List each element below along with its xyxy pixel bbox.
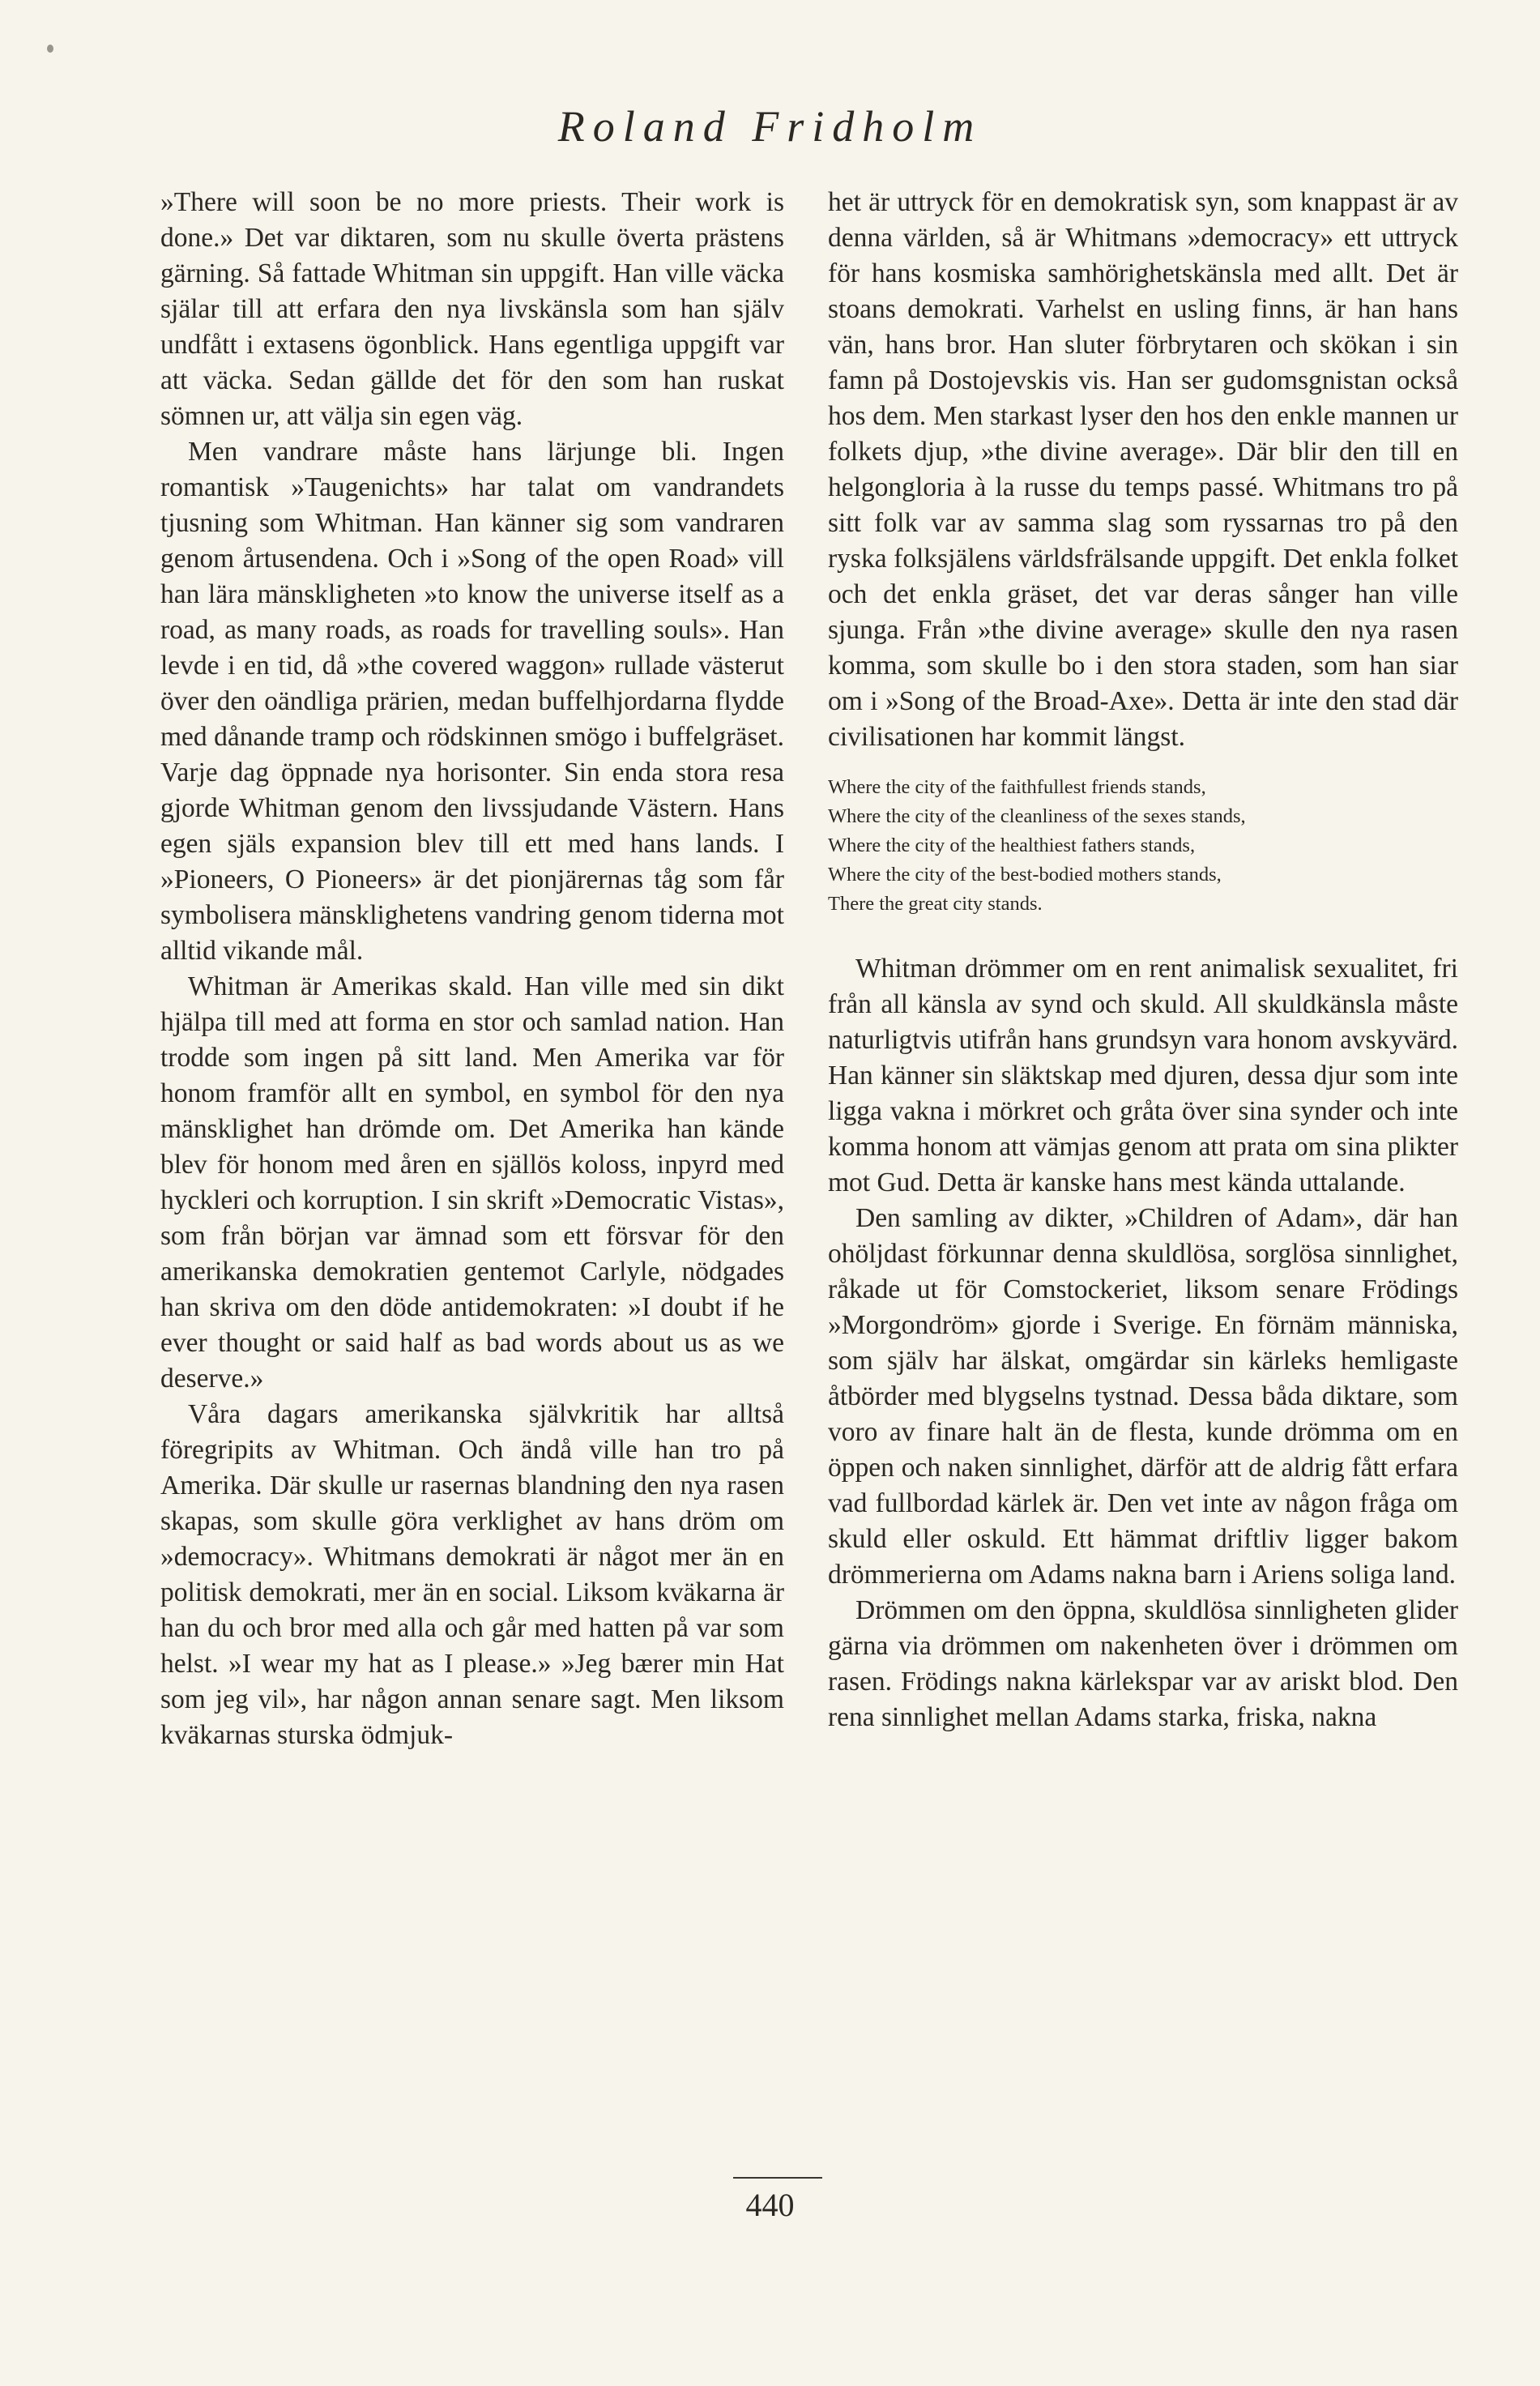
- left-column: [160, 185, 784, 1753]
- poem-line: Where the city of the faithfullest friends stands,: [828, 776, 1206, 798]
- right-column: [828, 185, 1458, 1735]
- paragraph: Våra dagars amerikanska självkritik har alltså föregripits av Whitman. Och ändå ville han tro på Amerika. Där skulle ur rasernas blandning den nya rasen skapas, som skulle göra verklighet av hans dröm om »democracy». Whitmans demokrati är något mer än en politisk demokrati, mer än en social. Liksom kväkarna är han du och bror med alla och går med hatten på var som helst. »I wear my hat as I please.» »Jeg bærer min Hat som jeg vil», har någon annan senare sagt. Men liksom kväkarnas sturska ödmjuk-: [160, 1399, 784, 1750]
- paragraph: Men vandrare måste hans lärjunge bli. Ingen romantisk »Taugenichts» har talat om vandrandets tjusning som Whitman. Han känner sig som vandraren genom årtusendena. Och i »Song of the open Road» vill han lära mänskligheten »to know the universe itself as a road, as many roads, as roads for travelling souls». Han levde i en tid, då »the covered waggon» rullade västerut över den oändliga prärien, medan buffelhjordarna flydde med dånande tramp och rödskinnen smögo i buffelgräset. Varje dag öppnade nya horisonter. Sin enda stora resa gjorde Whitman genom den livssjudande Västern. Hans egen själs expansion blev till ett med hans lands. I »Pioneers, O Pioneers» är det pionjärernas tåg som får symbolisera mänsklighetens vandring genom tiderna mot alltid vikande mål.: [160, 437, 784, 966]
- paragraph: »There will soon be no more priests. Their work is done.» Det var diktaren, som nu skulle överta prästens gärning. Så fattade Whitman sin uppgift. Han ville väcka själar till att erfara den nya livskänsla som han själv undfått i extasens ögonblick. Hans egentliga uppgift var att väcka. Sedan gällde det för den som han ruskat sömnen ur, att välja sin egen väg.: [160, 187, 784, 431]
- paragraph: Whitman är Amerikas skald. Han ville med sin dikt hjälpa till med att forma en stor och samlad nation. Han trodde som ingen på sitt land. Men Amerika var för honom framför allt en symbol, en symbol för den nya mänsklighet han drömde om. Det Amerika han kände blev för honom med åren en själlös koloss, inpyrd med hyckleri och korruption. I sin skrift »Democratic Vistas», som från början var ämnad som ett försvar för den amerikanska demokratien gentemot Carlyle, nödgades han skriva om den döde antidemokraten: »I doubt if he ever thought or said half as bad words about us as we deserve.»: [160, 971, 784, 1394]
- page-number-rule: [733, 2177, 822, 2179]
- paper-speck: [47, 45, 53, 53]
- poem-line: Where the city of the healthiest fathers stands,: [828, 834, 1196, 856]
- poem-line: Where the city of the best-bodied mothers stands,: [828, 864, 1222, 886]
- poem-line: Where the city of the cleanliness of the sexes stands,: [828, 805, 1246, 827]
- paragraph: het är uttryck för en demokratisk syn, som knappast är av denna världen, så är Whitmans »democracy» ett uttryck för hans kosmiska samhörighetskänsla med allt. Det är stoans demokrati. Varhelst en usling finns, är han hans vän, hans bror. Han sluter förbrytaren och skökan i sin famn på Dostojevskis vis. Han ser gudomsgnistan också hos dem. Men starkast lyser den hos den enkle mannen ur folkets djup, »the divine average». Där blir den till en helgongloria à la russe du temps passé. Whitmans tro på sitt folk var av samma slag som ryssarnas tro på den ryska folksjälens världsfrälsande uppgift. Det enkla folket och det enkla gräset, det var deras sånger han ville sjunga. Från »the divine average» skulle den nya rasen komma, som skulle bo i den stora staden, som han siar om i »Song of the Broad-Axe». Detta är inte den stad där civilisationen har kommit längst.: [828, 187, 1458, 752]
- poem-quotation: [828, 773, 1458, 919]
- paragraph: Whitman drömmer om en rent animalisk sexualitet, fri från all känsla av synd och skuld. All skuldkänsla måste naturligtvis utifrån hans grundsyn vara honom avskyvärd. Han känner sin släktskap med djuren, dessa djur som inte ligga vakna i mörkret och gråta över sina synder och inte komma honom att vämjas genom att prata om sina plikter mot Gud. Detta är kanske hans mest kända uttalande.: [828, 954, 1458, 1197]
- paragraph: Den samling av dikter, »Children of Adam», där han ohöljdast förkunnar denna skuldlösa, sorglösa sinnlighet, råkade ut för Comstockeriet, liksom senare Frödings »Morgondröm» gjorde i Sverige. En förnäm människa, som själv har älskat, omgärdar sin kärleks hemligaste åtbörder med blygselns tystnad. Dessa båda diktare, som voro av finare halt än de flesta, kunde drömma om en öppen och naken sinnlighet, därför att de aldrig fått erfara vad fullbordad kärlek är. Den vet inte av någon fråga om skuld eller oskuld. Ett hämmat driftliv ligger bakom drömmerierna om Adams nakna barn i Ariens soliga land.: [828, 1203, 1458, 1590]
- page-number: 440: [745, 2187, 795, 2223]
- paragraph: Drömmen om den öppna, skuldlösa sinnligheten glider gärna via drömmen om nakenheten över i drömmen om rasen. Frödings nakna kärlekspar var av ariskt blod. Den rena sinnlighet mellan Adams starka, friska, nakna: [828, 1595, 1458, 1732]
- poem-line: There the great city stands.: [828, 893, 1043, 915]
- running-head-author: Roland Fridholm: [557, 102, 983, 151]
